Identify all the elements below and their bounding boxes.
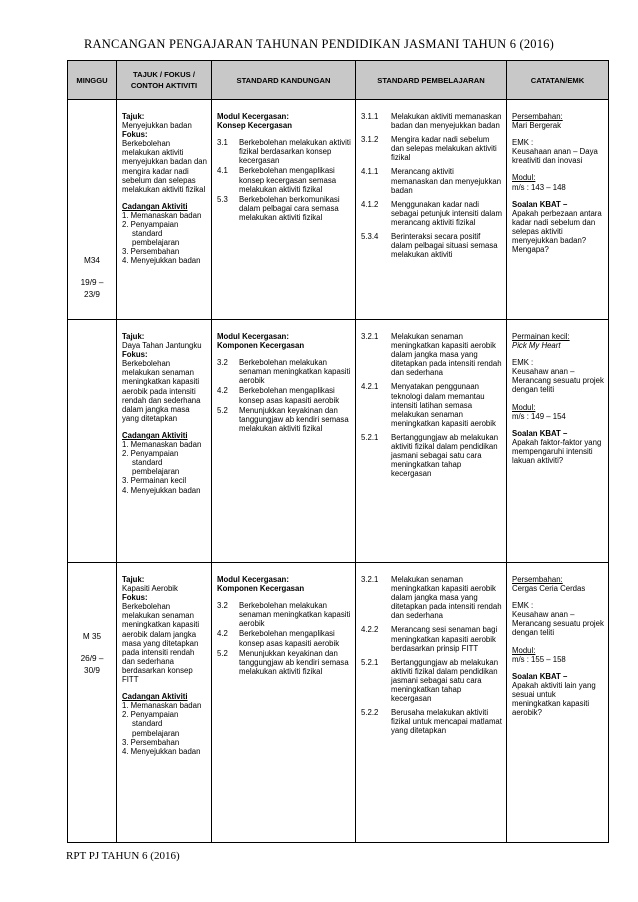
table-row: [68, 100, 609, 320]
fokus-label: Fokus:: [122, 130, 148, 140]
sk-item-text: Berkebolehan melakukan senaman meningkatkan kapasiti aerobik: [239, 601, 351, 629]
sp-item: [361, 382, 502, 427]
emk-text: Keusahaw anan – Merancang sesuatu projek dengan teliti: [512, 610, 604, 638]
table-row: [68, 320, 609, 563]
header-catatan: CATATAN/EMK: [507, 61, 609, 100]
tajuk-text: Kapasiti Aerobik: [122, 584, 178, 594]
tajuk-text: Daya Tahan Jantungku: [122, 341, 202, 351]
emk-label: EMK :: [512, 358, 534, 368]
cadangan-item: 3. Persembahan: [122, 247, 180, 257]
tajuk-label: Tajuk:: [122, 332, 145, 341]
sk-item-number: 3.2: [217, 358, 228, 368]
kbat-question: Apakah aktiviti lain yang sesuai untuk meningkatkan kapasiti aerobik?: [512, 680, 596, 718]
sp-item-text: Melakukan senaman meningkatkan kapasiti aerobik dalam jangka masa yang ditetapkan pada intensiti rendah dan sederhana: [391, 332, 502, 378]
sk-item-number: 4.1: [217, 166, 228, 176]
sp-item-text: Melakukan senaman meningkatkan kapasiti aerobik dalam jangka masa yang ditetapkan pada intensiti rendah dan sederhana: [391, 575, 502, 621]
sp-item: [361, 332, 502, 377]
emk-text: Keusahaw anan – Merancang sesuatu projek dengan teliti: [512, 367, 604, 395]
sp-item: [361, 433, 502, 478]
week-number: M 35: [82, 632, 102, 641]
header-tajuk-line1: TAJUK / FOKUS /: [133, 70, 195, 79]
modul-pages: m/s : 143 – 148: [512, 182, 566, 192]
catatan-heading: Persembahan:: [512, 575, 563, 584]
catatan-heading: Permainan kecil:: [512, 332, 570, 341]
sk-item-number: 3.1: [217, 138, 228, 148]
fokus-label: Fokus:: [122, 350, 148, 360]
sk-item-text: Berkebolehan mengaplikasi konsep kecergasan semasa melakukan aktiviti fizikal: [239, 166, 337, 194]
week-cell: [68, 100, 117, 320]
document-title: RANCANGAN PENGAJARAN TAHUNAN PENDIDIKAN JASMANI TAHUN 6 (2016): [83, 37, 554, 51]
catatan-cell: [507, 100, 609, 320]
standard-kandungan-cell: [212, 563, 356, 843]
sk-item: [217, 629, 351, 647]
sp-item: [361, 708, 502, 735]
sp-item-number: 5.2.2: [361, 708, 379, 718]
cadangan-item: 1. Memanaskan badan: [122, 440, 202, 450]
cadangan-label: Cadangan Aktiviti: [122, 430, 188, 440]
kbat-label: Soalan KBAT –: [512, 671, 568, 681]
sp-item-text: Mengira kadar nadi sebelum dan selepas melakukan aktiviti fizikal: [391, 135, 497, 163]
sp-item-text: Bertanggungjaw ab melakukan aktiviti fizikal dalam pendidikan jasmani sebagai satu cara meningkatkan tahap kecergasan: [391, 657, 499, 704]
emk-label: EMK :: [512, 601, 534, 611]
sk-item-text: Menunjukkan keyakinan dan tanggungjaw ab kendiri semasa melakukan aktiviti fizikal: [239, 648, 349, 676]
tajuk-text: Menyejukkan badan: [122, 121, 192, 131]
cadangan-item: 1. Memanaskan badan: [122, 210, 202, 220]
modul-pages: m/s : 155 – 158: [512, 654, 566, 664]
sk-item: [217, 386, 351, 404]
week-number: M34: [84, 256, 100, 265]
sk-item: [217, 166, 351, 193]
sk-item-text: Berkebolehan melakukan aktiviti fizikal berdasarkan konsep kecergasan: [239, 138, 351, 166]
sp-item-number: 4.2.1: [361, 382, 379, 392]
emk-label: EMK :: [512, 138, 534, 148]
catatan-activity: Cergas Ceria Cerdas: [512, 584, 586, 594]
tajuk-cell: [117, 563, 212, 843]
sk-item-text: Berkebolehan melakukan senaman meningkatkan kapasiti aerobik: [239, 358, 351, 386]
sk-item: [217, 649, 351, 676]
sp-item-text: Bertanggungjaw ab melakukan aktiviti fizikal dalam pendidikan jasmani sebagai satu cara meningkatkan tahap kecergasan: [391, 432, 499, 479]
standard-pembelajaran-cell: [356, 320, 507, 563]
cadangan-label: Cadangan Aktiviti: [122, 201, 188, 211]
sk-item-text: Berkebolehan mengaplikasi konsep asas kapasiti aerobik: [239, 629, 340, 648]
sp-item-text: Merancang sesi senaman bagi meningkatkan kapasiti aerobik berdasarkan prinsip FITT: [391, 625, 498, 653]
sk-item-text: Menunjukkan keyakinan dan tanggungjaw ab kendiri semasa melakukan aktiviti fizikal: [239, 405, 349, 433]
tajuk-cell: [117, 320, 212, 563]
header-standard-pembelajaran: STANDARD PEMBELAJARAN: [356, 61, 507, 100]
cadangan-item: 4. Menyejukkan badan: [122, 485, 201, 495]
sp-item-text: Menggunakan kadar nadi sebagai petunjuk intensiti dalam merancang aktiviti fizikal: [391, 199, 502, 227]
sk-subtitle: Komponen Kecergasan: [217, 584, 305, 594]
sp-item-number: 4.1.2: [361, 199, 379, 209]
sp-item-text: Berusaha melakukan aktiviti fizikal untuk mencapai matlamat yang ditetapkan: [391, 708, 502, 736]
modul-label: Modul:: [512, 645, 536, 655]
sk-item: [217, 601, 351, 628]
sp-item: [361, 232, 502, 259]
standard-pembelajaran-cell: [356, 563, 507, 843]
header-minggu: MINGGU: [68, 61, 117, 100]
week-dates: 26/9 –: [80, 654, 104, 663]
sk-item: [217, 406, 351, 433]
sp-item-number: 5.2.1: [361, 432, 379, 442]
sp-item: [361, 575, 502, 620]
cadangan-item: 3. Permainan kecil: [122, 476, 187, 486]
catatan-cell: [507, 320, 609, 563]
sk-title: Modul Kecergasan:: [217, 112, 289, 121]
sk-item-number: 4.2: [217, 629, 228, 639]
modul-pages: m/s : 149 – 154: [512, 411, 566, 421]
table-row: [68, 563, 609, 843]
sp-item-number: 3.2.1: [361, 575, 379, 584]
sp-item-number: 5.3.4: [361, 232, 379, 242]
tajuk-cell: [117, 100, 212, 320]
catatan-heading: Persembahan:: [512, 112, 563, 121]
week-dates: 19/9 –: [80, 278, 104, 287]
page-footer: RPT PJ TAHUN 6 (2016): [66, 850, 180, 862]
kbat-question: Apakah faktor-faktor yang mempengaruhi intensiti lakuan aktiviti?: [512, 437, 602, 466]
header-tajuk-line2: CONTOH AKTIVITI: [130, 81, 198, 90]
sp-item-text: Berinteraksi secara positif dalam pelbagai situasi semasa melakukan aktiviti: [391, 232, 498, 260]
sp-item: [361, 625, 502, 652]
sp-item: [361, 112, 502, 130]
tajuk-label: Tajuk:: [122, 575, 145, 584]
cadangan-item: 2. Penyampaian standard pembelajaran: [122, 710, 180, 738]
sp-item: [361, 200, 502, 227]
sk-item-number: 3.2: [217, 601, 228, 611]
sk-item-text: Berkebolehan mengaplikasi konsep asas kapasiti aerobik: [239, 386, 340, 405]
cadangan-item: 1. Memanaskan badan: [122, 701, 202, 711]
sk-item-number: 4.2: [217, 386, 228, 396]
cadangan-label: Cadangan Aktiviti: [122, 692, 188, 702]
week-dates-end: 23/9: [84, 290, 100, 299]
standard-kandungan-cell: [212, 100, 356, 320]
sk-item: [217, 358, 351, 385]
kbat-label: Soalan KBAT –: [512, 199, 568, 209]
sk-title: Modul Kecergasan:: [217, 575, 289, 584]
tajuk-label: Tajuk:: [122, 112, 145, 121]
table-header-row: [68, 61, 609, 100]
sp-item: [361, 658, 502, 703]
sp-item: [361, 167, 502, 194]
sp-item-number: 3.1.1: [361, 112, 379, 121]
catatan-cell: [507, 563, 609, 843]
header-standard-kandungan: STANDARD KANDUNGAN: [212, 61, 356, 100]
fokus-text: Berkebolehan melakukan aktiviti menyejukkan badan dan mengira kadar nadi sebelum dan selepas melakukan aktiviti fizikal: [122, 139, 207, 194]
fokus-label: Fokus:: [122, 593, 148, 603]
sk-subtitle: Komponen Kecergasan: [217, 341, 305, 351]
cadangan-item: 4. Menyejukkan badan: [122, 746, 201, 756]
sp-item-text: Melakukan aktiviti memanaskan badan dan menyejukkan badan: [391, 112, 502, 131]
sk-item-number: 5.3: [217, 194, 228, 204]
sp-item-number: 3.1.2: [361, 135, 379, 145]
sk-title: Modul Kecergasan:: [217, 332, 289, 341]
kbat-question: Apakah perbezaan antara kadar nadi sebelum dan selepas aktiviti menyejukkan badan? Mengapa?: [512, 208, 602, 255]
fokus-text: Berkebolehan melakukan senaman meningkatkan kapasiti aerobik pada intensiti rendah dan sederhana dalam jangka masa yang ditetapkan: [122, 359, 201, 423]
sk-item-number: 5.2: [217, 648, 228, 658]
sp-item-text: Merancang aktiviti memanaskan dan menyejukkan badan: [391, 167, 502, 195]
standard-pembelajaran-cell: [356, 100, 507, 320]
kbat-label: Soalan KBAT –: [512, 428, 568, 438]
sk-item-text: Berkebolehan berkomunikasi dalam pelbagai cara semasa melakukan aktiviti fizikal: [239, 194, 340, 222]
cadangan-item: 3. Persembahan: [122, 737, 180, 747]
sk-item-number: 5.2: [217, 405, 228, 415]
modul-label: Modul:: [512, 173, 536, 183]
catatan-activity: Mari Bergerak: [512, 121, 561, 131]
sp-item-number: 4.2.2: [361, 625, 379, 635]
catatan-activity: Pick My Heart: [512, 341, 561, 351]
sk-item: [217, 138, 351, 165]
sp-item-number: 5.2.1: [361, 657, 379, 667]
standard-kandungan-cell: [212, 320, 356, 563]
header-tajuk: [117, 61, 212, 100]
sp-item: [361, 135, 502, 162]
emk-text: Keusahaan anan – Daya kreativiti dan inovasi: [512, 147, 598, 166]
sk-subtitle: Konsep Kecergasan: [217, 121, 292, 131]
cadangan-item: 2. Penyampaian standard pembelajaran: [122, 220, 180, 248]
cadangan-item: 4. Menyejukkan badan: [122, 256, 201, 266]
cadangan-item: 2. Penyampaian standard pembelajaran: [122, 449, 180, 477]
week-dates-end: 30/9: [84, 666, 100, 675]
week-cell: [68, 563, 117, 843]
lesson-plan-table: [67, 60, 609, 843]
sk-item: [217, 195, 351, 222]
modul-label: Modul:: [512, 402, 536, 412]
sp-item-number: 4.1.1: [361, 167, 379, 177]
fokus-text: Berkebolehan melakukan senaman meningkatkan kapasiti aerobik dalam jangka masa yang ditetapkan pada intensiti rendah dan sederhana berdasarkan konsep FITT: [122, 602, 200, 685]
sp-item-text: Menyatakan penggunaan teknologi dalam memantau intensiti latihan semasa melakukan senaman meningkatkan kapasiti aerobik: [391, 382, 496, 428]
sp-item-number: 3.2.1: [361, 332, 379, 341]
week-cell: [68, 320, 117, 563]
